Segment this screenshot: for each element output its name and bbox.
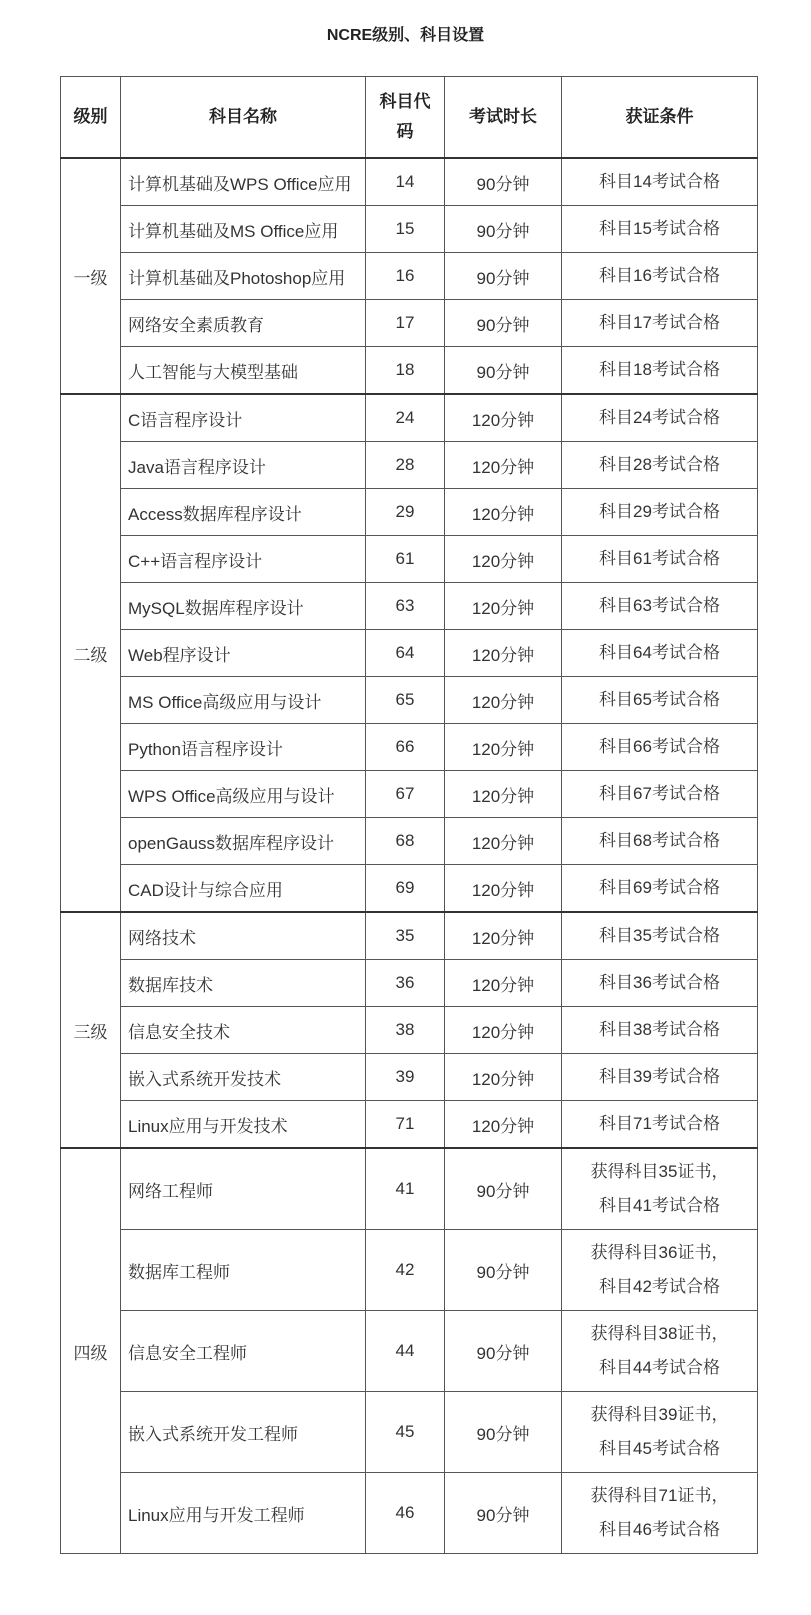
subject-name-cell: C++语言程序设计 [121, 536, 366, 583]
table-row [61, 1473, 758, 1554]
condition-line: 科目68考试合格 [599, 831, 720, 850]
subject-code-cell: 16 [366, 253, 445, 300]
condition-cell [562, 394, 758, 442]
condition-cell [562, 158, 758, 206]
subject-code-cell: 46 [366, 1473, 445, 1554]
condition-cell [562, 347, 758, 395]
duration-cell: 120分钟 [445, 818, 562, 865]
duration-cell: 120分钟 [445, 771, 562, 818]
subject-name-cell: WPS Office高级应用与设计 [121, 771, 366, 818]
duration-cell: 90分钟 [445, 1148, 562, 1230]
duration-cell: 120分钟 [445, 677, 562, 724]
subject-code-cell: 29 [366, 489, 445, 536]
condition-cell [562, 1148, 758, 1230]
duration-cell: 90分钟 [445, 1230, 562, 1311]
header-subject-name: 科目名称 [121, 77, 366, 159]
subject-name-cell: 数据库工程师 [121, 1230, 366, 1311]
condition-cell [562, 489, 758, 536]
condition-line: 科目46考试合格 [599, 1520, 720, 1539]
condition-cell [562, 630, 758, 677]
table-row [61, 1148, 758, 1230]
subject-code-cell: 28 [366, 442, 445, 489]
condition-cell [562, 960, 758, 1007]
subject-code-cell: 63 [366, 583, 445, 630]
table-row [61, 206, 758, 253]
subject-name-cell: MS Office高级应用与设计 [121, 677, 366, 724]
table-row [61, 442, 758, 489]
table-row [61, 1230, 758, 1311]
duration-cell: 90分钟 [445, 206, 562, 253]
condition-line: 科目42考试合格 [599, 1277, 720, 1296]
subject-code-cell: 36 [366, 960, 445, 1007]
duration-cell: 120分钟 [445, 394, 562, 442]
condition-line: 科目66考试合格 [599, 737, 720, 756]
subject-code-cell: 15 [366, 206, 445, 253]
condition-line: 科目44考试合格 [599, 1358, 720, 1377]
duration-cell: 90分钟 [445, 1311, 562, 1392]
subject-name-cell: 信息安全技术 [121, 1007, 366, 1054]
table-row [61, 536, 758, 583]
subject-code-cell: 42 [366, 1230, 445, 1311]
condition-cell [562, 300, 758, 347]
condition-line: 获得科目35证书， [590, 1162, 729, 1181]
duration-cell: 90分钟 [445, 253, 562, 300]
header-condition: 获证条件 [562, 77, 758, 159]
condition-cell [562, 865, 758, 913]
table-row [61, 1392, 758, 1473]
condition-cell [562, 536, 758, 583]
level-cell: 三级 [61, 912, 121, 1148]
subject-code-cell: 65 [366, 677, 445, 724]
condition-line: 科目69考试合格 [599, 878, 720, 897]
subject-name-cell: 计算机基础及WPS Office应用 [121, 158, 366, 206]
condition-line: 科目36考试合格 [599, 973, 720, 992]
duration-cell: 120分钟 [445, 1007, 562, 1054]
condition-line: 科目63考试合格 [599, 596, 720, 615]
condition-cell [562, 1230, 758, 1311]
subject-name-cell: Python语言程序设计 [121, 724, 366, 771]
condition-cell [562, 912, 758, 960]
condition-line: 获得科目39证书， [590, 1405, 729, 1424]
duration-cell: 120分钟 [445, 865, 562, 913]
subject-code-cell: 17 [366, 300, 445, 347]
subject-code-cell: 39 [366, 1054, 445, 1101]
condition-line: 获得科目36证书， [590, 1243, 729, 1262]
subject-name-cell: C语言程序设计 [121, 394, 366, 442]
duration-cell: 120分钟 [445, 1054, 562, 1101]
duration-cell: 120分钟 [445, 442, 562, 489]
subject-name-cell: Linux应用与开发工程师 [121, 1473, 366, 1554]
condition-cell [562, 1473, 758, 1554]
condition-cell [562, 771, 758, 818]
condition-cell [562, 1101, 758, 1149]
subject-name-cell: Web程序设计 [121, 630, 366, 677]
condition-line: 科目61考试合格 [599, 549, 720, 568]
subject-name-cell: 网络安全素质教育 [121, 300, 366, 347]
subject-code-cell: 38 [366, 1007, 445, 1054]
condition-cell [562, 1054, 758, 1101]
table-row [61, 394, 758, 442]
duration-cell: 90分钟 [445, 347, 562, 395]
table-row [61, 583, 758, 630]
subject-name-cell: 网络工程师 [121, 1148, 366, 1230]
table-row [61, 1007, 758, 1054]
table-row [61, 677, 758, 724]
condition-line: 科目17考试合格 [599, 313, 720, 332]
subject-code-cell: 41 [366, 1148, 445, 1230]
duration-cell: 120分钟 [445, 1101, 562, 1149]
subject-code-cell: 45 [366, 1392, 445, 1473]
condition-line: 科目29考试合格 [599, 502, 720, 521]
table-row [61, 300, 758, 347]
subject-code-cell: 69 [366, 865, 445, 913]
header-subject-code [366, 77, 445, 159]
condition-cell [562, 1007, 758, 1054]
condition-line: 科目14考试合格 [599, 172, 720, 191]
condition-cell [562, 442, 758, 489]
condition-cell [562, 724, 758, 771]
condition-cell [562, 583, 758, 630]
table-row [61, 771, 758, 818]
table-row [61, 158, 758, 206]
subject-name-cell: openGauss数据库程序设计 [121, 818, 366, 865]
subject-name-cell: 嵌入式系统开发技术 [121, 1054, 366, 1101]
duration-cell: 90分钟 [445, 158, 562, 206]
table-row [61, 1311, 758, 1392]
table-row [61, 1054, 758, 1101]
duration-cell: 120分钟 [445, 630, 562, 677]
level-cell: 一级 [61, 158, 121, 394]
subject-name-cell: 信息安全工程师 [121, 1311, 366, 1392]
condition-line: 科目64考试合格 [599, 643, 720, 662]
condition-cell [562, 818, 758, 865]
duration-cell: 90分钟 [445, 300, 562, 347]
condition-line: 科目41考试合格 [599, 1196, 720, 1215]
table-row [61, 818, 758, 865]
header-level: 级别 [61, 77, 121, 159]
duration-cell: 120分钟 [445, 960, 562, 1007]
condition-line: 科目16考试合格 [599, 266, 720, 285]
duration-cell: 120分钟 [445, 489, 562, 536]
subject-code-cell: 61 [366, 536, 445, 583]
condition-cell [562, 1392, 758, 1473]
condition-line: 科目71考试合格 [599, 1114, 720, 1133]
subject-code-cell: 24 [366, 394, 445, 442]
condition-cell [562, 677, 758, 724]
condition-cell [562, 206, 758, 253]
table-header-row [61, 77, 758, 159]
condition-line: 科目38考试合格 [599, 1020, 720, 1039]
subject-code-cell: 67 [366, 771, 445, 818]
condition-line: 科目67考试合格 [599, 784, 720, 803]
subject-name-cell: 人工智能与大模型基础 [121, 347, 366, 395]
level-cell: 四级 [61, 1148, 121, 1554]
page-title: NCRE级别、科目设置 [326, 27, 485, 44]
subject-code-cell: 18 [366, 347, 445, 395]
table-row [61, 1101, 758, 1149]
subject-code-cell: 44 [366, 1311, 445, 1392]
subject-name-cell: CAD设计与综合应用 [121, 865, 366, 913]
header-duration: 考试时长 [445, 77, 562, 159]
condition-cell [562, 253, 758, 300]
table-row [61, 960, 758, 1007]
subject-name-cell: 数据库技术 [121, 960, 366, 1007]
subject-name-cell: 计算机基础及Photoshop应用 [121, 253, 366, 300]
subject-name-cell: 嵌入式系统开发工程师 [121, 1392, 366, 1473]
subject-name-cell: 计算机基础及MS Office应用 [121, 206, 366, 253]
subject-name-cell: Linux应用与开发技术 [121, 1101, 366, 1149]
table-row [61, 865, 758, 913]
condition-line: 科目35考试合格 [599, 926, 720, 945]
condition-line: 科目65考试合格 [599, 690, 720, 709]
duration-cell: 120分钟 [445, 583, 562, 630]
table-row [61, 347, 758, 395]
condition-line: 科目45考试合格 [599, 1439, 720, 1458]
condition-cell [562, 1311, 758, 1392]
duration-cell: 120分钟 [445, 912, 562, 960]
subject-code-cell: 71 [366, 1101, 445, 1149]
subject-code-cell: 35 [366, 912, 445, 960]
table-row [61, 489, 758, 536]
duration-cell: 90分钟 [445, 1392, 562, 1473]
subject-code-cell: 66 [366, 724, 445, 771]
condition-line: 科目15考试合格 [599, 219, 720, 238]
subject-name-cell: Java语言程序设计 [121, 442, 366, 489]
condition-line: 获得科目71证书， [590, 1486, 729, 1505]
table-row [61, 253, 758, 300]
condition-line: 科目18考试合格 [599, 360, 720, 379]
header-subject-code-label: 科目代码 [379, 92, 431, 141]
subject-name-cell: 网络技术 [121, 912, 366, 960]
condition-line: 科目39考试合格 [599, 1067, 720, 1086]
duration-cell: 120分钟 [445, 724, 562, 771]
duration-cell: 90分钟 [445, 1473, 562, 1554]
condition-line: 获得科目38证书， [590, 1324, 729, 1343]
table-body [61, 158, 758, 1554]
level-cell: 二级 [61, 394, 121, 912]
table-row [61, 630, 758, 677]
condition-line: 科目24考试合格 [599, 408, 720, 427]
subject-code-cell: 64 [366, 630, 445, 677]
subject-code-cell: 14 [366, 158, 445, 206]
table-row [61, 912, 758, 960]
table-row [61, 724, 758, 771]
subject-code-cell: 68 [366, 818, 445, 865]
duration-cell: 120分钟 [445, 536, 562, 583]
subject-name-cell: Access数据库程序设计 [121, 489, 366, 536]
subject-name-cell: MySQL数据库程序设计 [121, 583, 366, 630]
ncre-subject-table [60, 76, 758, 1554]
condition-line: 科目28考试合格 [599, 455, 720, 474]
